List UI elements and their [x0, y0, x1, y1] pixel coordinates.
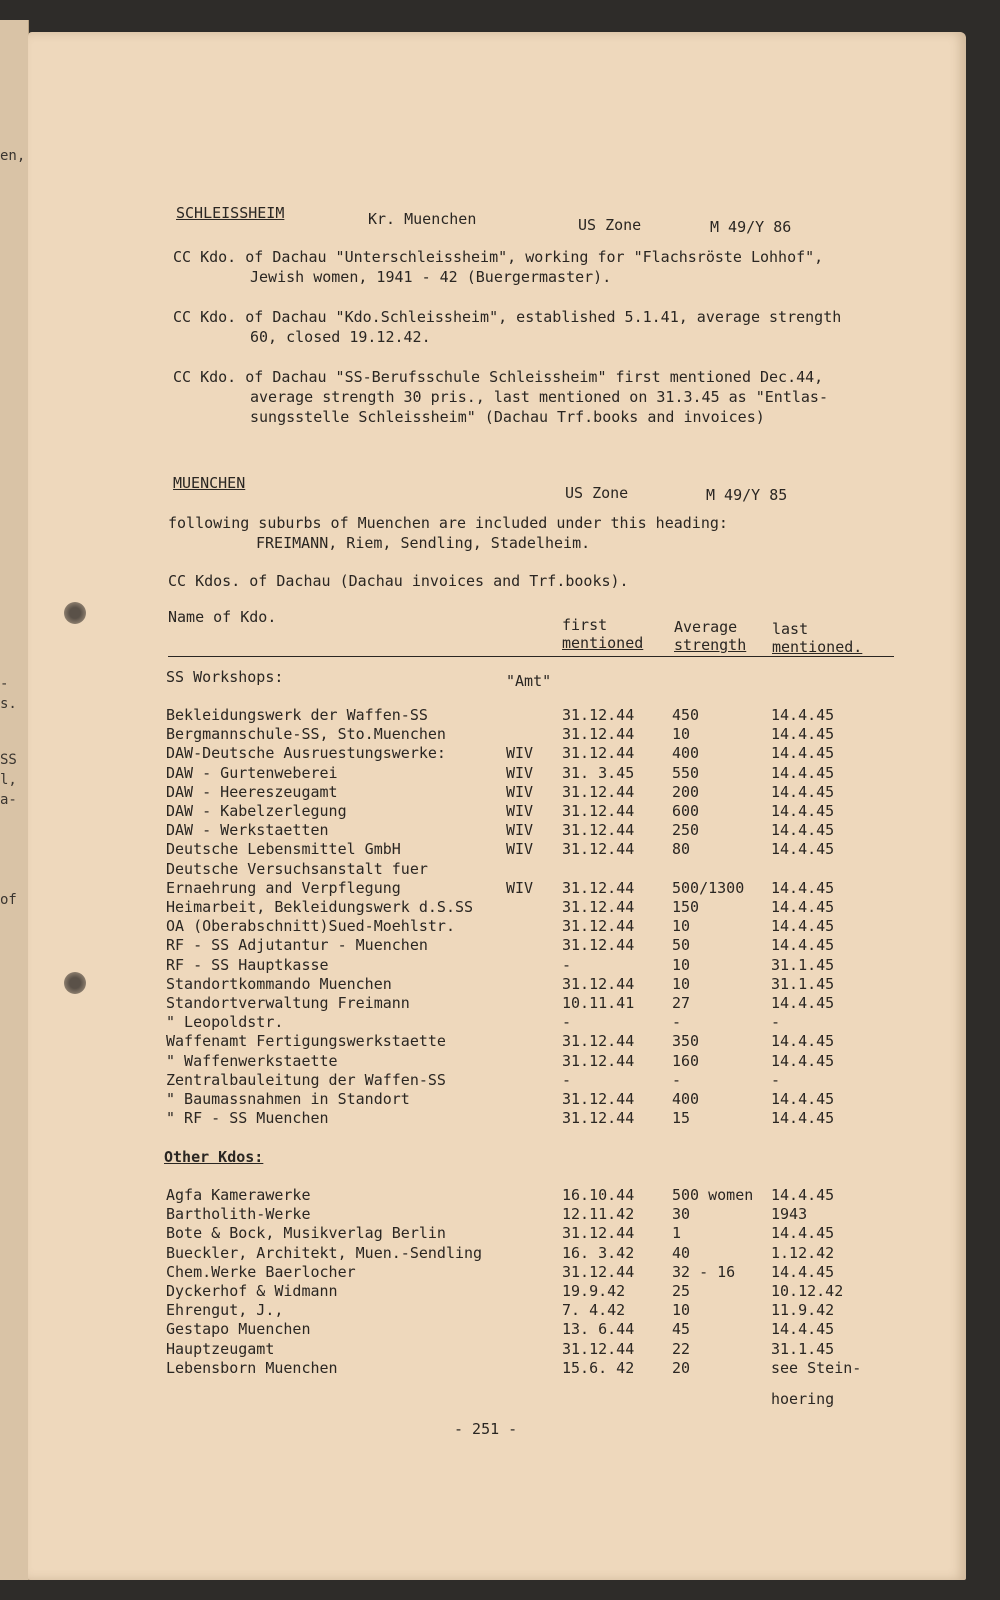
margin-fragment: a-: [0, 792, 17, 808]
paragraph-line: CC Kdo. of Dachau "Kdo.Schleissheim", established 5.1.41, average strength: [173, 308, 842, 326]
kdo-name: Chem.Werke Baerlocher: [166, 1262, 356, 1281]
paragraph-line: CC Kdo. of Dachau "Unterschleissheim", working for "Flachsröste Lohhof",: [173, 248, 824, 266]
average-strength: 10: [672, 917, 691, 936]
zone: US Zone: [565, 484, 629, 502]
average-strength: 30: [672, 1205, 691, 1224]
last-mentioned: -: [771, 1013, 781, 1032]
last-mentioned: 31.1.45: [771, 955, 835, 974]
table-row: [166, 1340, 926, 1359]
table-row: [166, 1013, 926, 1032]
first-mentioned: 31.12.44: [562, 821, 635, 840]
margin-fragment: SS: [0, 752, 17, 768]
paragraph-line: average strength 30 pris., last mentioned on 31.3.45 as "Entlas-: [250, 388, 828, 406]
punch-hole: [64, 972, 86, 994]
last-mentioned: 14.4.45: [771, 878, 835, 897]
table-row: [166, 860, 926, 879]
column-header-last: mentioned.: [772, 638, 863, 656]
amt-code: WIV: [506, 763, 534, 782]
amt-code: WIV: [506, 802, 534, 820]
first-mentioned: -: [562, 955, 572, 974]
kdo-name: Dyckerhof & Widmann: [166, 1282, 338, 1300]
zone: US Zone: [578, 216, 642, 234]
facing-page-edge: [0, 20, 29, 1580]
table-row: [166, 1186, 926, 1205]
kdo-name: " Leopoldstr.: [166, 1013, 284, 1032]
last-mentioned: 14.4.45: [771, 744, 835, 763]
average-strength: 32 - 16: [672, 1262, 736, 1281]
last-mentioned: 14.4.45: [771, 1109, 835, 1128]
amt-code: WIV: [506, 878, 534, 897]
amt-header: "Amt": [506, 672, 552, 690]
kdo-name: DAW-Deutsche Ausruestungswerke:: [166, 744, 446, 763]
suburbs-intro: following suburbs of Muenchen are included under this heading:: [168, 514, 728, 532]
kdo-name: Deutsche Versuchsanstalt fuer: [166, 859, 428, 878]
table-row: [166, 975, 926, 994]
table-row: [166, 1244, 926, 1263]
amt-code: WIV: [506, 821, 534, 840]
table-row: [166, 821, 926, 840]
first-mentioned: 13. 6.44: [562, 1320, 635, 1339]
table-row: [166, 994, 926, 1013]
paragraph-line: 60, closed 19.12.42.: [250, 328, 431, 346]
average-strength: -: [672, 1013, 682, 1032]
column-header-average: Average: [674, 618, 738, 636]
average-strength: 400: [672, 744, 700, 763]
average-strength: 250: [672, 821, 700, 840]
first-mentioned: 16.10.44: [562, 1186, 635, 1204]
last-mentioned: 14.4.45: [771, 1186, 835, 1204]
average-strength: 1: [672, 1224, 682, 1243]
map-reference: M 49/Y 86: [710, 218, 792, 236]
last-mentioned: 14.4.45: [771, 1262, 835, 1281]
last-mentioned: 14.4.45: [771, 1090, 835, 1108]
last-mentioned: 14.4.45: [771, 706, 835, 724]
average-strength: 200: [672, 782, 700, 801]
kdo-name: RF - SS Hauptkasse: [166, 955, 329, 974]
first-mentioned: 31.12.44: [562, 1109, 635, 1128]
table-row: [166, 1090, 926, 1109]
last-mentioned: 14.4.45: [771, 840, 835, 859]
last-mentioned: 1943: [771, 1205, 808, 1224]
table-row: [166, 1282, 926, 1301]
table-row: [166, 706, 926, 725]
last-mentioned: 31.1.45: [771, 1339, 835, 1358]
kdo-name: Bartholith-Werke: [166, 1205, 311, 1224]
first-mentioned: 31.12.44: [562, 1339, 635, 1358]
first-mentioned: 31.12.44: [562, 1032, 635, 1051]
table-row: [166, 1071, 926, 1090]
last-mentioned: 14.4.45: [771, 725, 835, 744]
kdo-name: Ehrengut, J.,: [166, 1301, 284, 1320]
last-mentioned: 11.9.42: [771, 1301, 835, 1320]
average-strength: 15: [672, 1109, 691, 1128]
section-label-other-kdos: Other Kdos:: [164, 1148, 264, 1166]
header-rule: [168, 656, 894, 657]
last-mentioned: 14.4.45: [771, 821, 835, 840]
district: Kr. Muenchen: [368, 210, 477, 228]
average-strength: 350: [672, 1032, 700, 1051]
page-number: - 251 -: [454, 1420, 518, 1438]
table-row: [166, 1109, 926, 1128]
first-mentioned: 31.12.44: [562, 1262, 635, 1281]
first-mentioned: 31.12.44: [562, 1090, 635, 1108]
map-reference: M 49/Y 85: [706, 486, 788, 504]
first-mentioned: -: [562, 1070, 572, 1089]
first-mentioned: 31.12.44: [562, 1224, 635, 1243]
average-strength: 80: [672, 840, 691, 859]
average-strength: 27: [672, 994, 691, 1012]
last-mentioned: 14.4.45: [771, 917, 835, 936]
kdo-name: Hauptzeugamt: [166, 1339, 275, 1358]
margin-fragment: l,: [0, 772, 17, 788]
average-strength: 150: [672, 898, 700, 916]
column-header-first: first: [562, 616, 608, 634]
average-strength: 10: [672, 974, 691, 993]
average-strength: 550: [672, 763, 700, 782]
kdo-name: Zentralbauleitung der Waffen-SS: [166, 1070, 446, 1089]
table-row: [166, 936, 926, 955]
margin-fragment: -: [0, 676, 9, 692]
kdo-name: Heimarbeit, Bekleidungswerk d.S.SS: [166, 898, 474, 916]
table-row: [166, 879, 926, 898]
last-mentioned: 31.1.45: [771, 974, 835, 993]
paragraph-line: sungsstelle Schleissheim" (Dachau Trf.books and invoices): [250, 408, 765, 426]
column-header-last: last: [772, 620, 809, 638]
first-mentioned: 7. 4.42: [562, 1301, 626, 1320]
column-header-first: mentioned: [562, 634, 644, 652]
margin-fragment: en,: [0, 148, 26, 164]
kdo-name: Bergmannschule-SS, Sto.Muenchen: [166, 725, 446, 744]
first-mentioned: 19.9.42: [562, 1282, 626, 1300]
average-strength: 50: [672, 936, 691, 955]
kdo-name: " Baumassnahmen in Standort: [166, 1090, 410, 1108]
table-row: [166, 1205, 926, 1224]
last-mentioned: 14.4.45: [771, 936, 835, 955]
kdo-name: Lebensborn Muenchen: [166, 1358, 338, 1377]
average-strength: -: [672, 1070, 682, 1089]
suburbs-list: FREIMANN, Riem, Sendling, Stadelheim.: [256, 534, 591, 552]
table-row: [166, 725, 926, 744]
table-row: [166, 1052, 926, 1071]
cc-kdos-source: CC Kdos. of Dachau (Dachau invoices and Trf.books).: [168, 572, 629, 590]
average-strength: 22: [672, 1339, 691, 1358]
last-mentioned: 14.4.45: [771, 802, 835, 820]
section-label-ss-workshops: SS Workshops:: [166, 668, 284, 686]
average-strength: 500/1300: [672, 878, 745, 897]
first-mentioned: 31.12.44: [562, 878, 635, 897]
kdo-name: RF - SS Adjutantur - Muenchen: [166, 936, 428, 955]
kdo-name: Bueckler, Architekt, Muen.-Sendling: [166, 1243, 483, 1262]
first-mentioned: 31.12.44: [562, 1051, 635, 1070]
kdo-name: Gestapo Muenchen: [166, 1320, 311, 1339]
table-row: [166, 1032, 926, 1051]
first-mentioned: 31.12.44: [562, 706, 635, 724]
amt-code: WIV: [506, 782, 534, 801]
average-strength: 10: [672, 955, 691, 974]
first-mentioned: 31.12.44: [562, 782, 635, 801]
kdo-name: Bekleidungswerk der Waffen-SS: [166, 706, 428, 724]
kdo-name: Deutsche Lebensmittel GmbH: [166, 840, 401, 859]
first-mentioned: 16. 3.42: [562, 1243, 635, 1262]
first-mentioned: 31.12.44: [562, 802, 635, 820]
kdo-name: Bote & Bock, Musikverlag Berlin: [166, 1224, 446, 1243]
kdo-name: OA (Oberabschnitt)Sued-Moehlstr.: [166, 917, 455, 936]
table-row: [166, 1359, 926, 1378]
last-mentioned: 14.4.45: [771, 1224, 835, 1243]
last-mentioned: 14.4.45: [771, 1320, 835, 1339]
kdo-name: " Waffenwerkstaette: [166, 1051, 338, 1070]
first-mentioned: 31.12.44: [562, 917, 635, 936]
last-mentioned: -: [771, 1070, 781, 1089]
first-mentioned: 12.11.42: [562, 1205, 635, 1224]
last-mentioned: see Stein-: [771, 1358, 862, 1377]
first-mentioned: 31.12.44: [562, 840, 635, 859]
average-strength: 40: [672, 1243, 691, 1262]
table-row: [166, 1224, 926, 1243]
last-mentioned: 14.4.45: [771, 1032, 835, 1051]
last-mentioned: 14.4.45: [771, 1051, 835, 1070]
kdo-name: DAW - Heereszeugamt: [166, 782, 338, 801]
first-mentioned: 31.12.44: [562, 744, 635, 763]
last-mentioned: 14.4.45: [771, 994, 835, 1012]
average-strength: 600: [672, 802, 700, 820]
paragraph-line: CC Kdo. of Dachau "SS-Berufsschule Schleissheim" first mentioned Dec.44,: [173, 368, 824, 386]
amt-code: WIV: [506, 744, 534, 763]
kdo-name: Standortkommando Muenchen: [166, 974, 392, 993]
first-mentioned: 31.12.44: [562, 898, 635, 916]
kdo-name: DAW - Gurtenweberei: [166, 763, 338, 782]
last-mentioned: 10.12.42: [771, 1282, 844, 1300]
first-mentioned: 31.12.44: [562, 974, 635, 993]
kdo-name: DAW - Werkstaetten: [166, 821, 329, 840]
last-note: hoering: [771, 1390, 835, 1408]
document-page: [28, 32, 966, 1580]
average-strength: 160: [672, 1051, 700, 1070]
table-row: [166, 744, 926, 763]
kdo-name: DAW - Kabelzerlegung: [166, 802, 347, 820]
punch-hole: [64, 602, 86, 624]
column-header-average: strength: [674, 636, 747, 654]
average-strength: 400: [672, 1090, 700, 1108]
first-mentioned: 31.12.44: [562, 725, 635, 744]
table-row: [166, 840, 926, 859]
place-heading-schleissheim: SCHLEISSHEIM: [176, 204, 285, 222]
paragraph-line: Jewish women, 1941 - 42 (Buergermaster).: [250, 268, 612, 286]
average-strength: 500 women: [672, 1186, 754, 1204]
table-row: [166, 1263, 926, 1282]
kdo-name: Ernaehrung and Verpflegung: [166, 878, 401, 897]
average-strength: 10: [672, 725, 691, 744]
first-mentioned: 15.6. 42: [562, 1358, 635, 1377]
table-row: [166, 956, 926, 975]
table-row: [166, 783, 926, 802]
amt-code: WIV: [506, 840, 534, 859]
average-strength: 450: [672, 706, 700, 724]
kdo-name: " RF - SS Muenchen: [166, 1109, 329, 1128]
table-row: [166, 898, 926, 917]
table-row: [166, 802, 926, 821]
average-strength: 20: [672, 1358, 691, 1377]
average-strength: 10: [672, 1301, 691, 1320]
margin-fragment: s.: [0, 696, 17, 712]
table-row: [166, 1320, 926, 1339]
kdo-name: Agfa Kamerawerke: [166, 1186, 311, 1204]
table-row: [166, 1301, 926, 1320]
table-row: [166, 917, 926, 936]
last-mentioned: 14.4.45: [771, 782, 835, 801]
first-mentioned: -: [562, 1013, 572, 1032]
margin-fragment: of: [0, 892, 17, 908]
first-mentioned: 10.11.41: [562, 994, 635, 1012]
column-header-name: Name of Kdo.: [168, 608, 277, 626]
last-mentioned: 14.4.45: [771, 763, 835, 782]
place-heading-muenchen: MUENCHEN: [173, 474, 246, 492]
first-mentioned: 31. 3.45: [562, 763, 635, 782]
first-mentioned: 31.12.44: [562, 936, 635, 955]
kdo-name: Standortverwaltung Freimann: [166, 994, 410, 1012]
kdo-name: Waffenamt Fertigungswerkstaette: [166, 1032, 446, 1051]
average-strength: 45: [672, 1320, 691, 1339]
table-row: [166, 764, 926, 783]
last-mentioned: 1.12.42: [771, 1243, 835, 1262]
average-strength: 25: [672, 1282, 691, 1300]
last-mentioned: 14.4.45: [771, 898, 835, 916]
